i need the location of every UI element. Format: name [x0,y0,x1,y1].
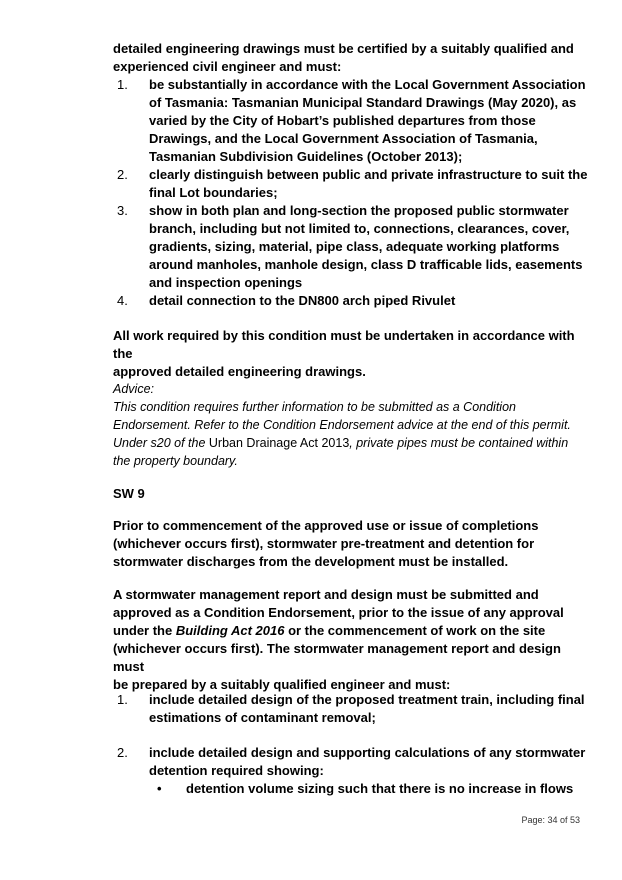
paragraph-line: Prior to commencement of the approved use or issue of completions [113,518,539,533]
paragraph-line [113,622,588,640]
list-number: 4. [117,293,128,308]
list-item-line: gradients, sizing, material, pipe class, adequate working platforms [149,239,560,254]
list-number: 2. [117,745,128,760]
paragraph-text: or the commencement of work on the site [284,623,546,638]
paragraph-line: stormwater discharges from the development must be installed. [113,554,509,569]
advice-block [113,380,588,470]
advice-text: Under s20 of the [113,436,209,450]
paragraph-line: be prepared by a suitably qualified engineer and must: [113,677,451,692]
advice-line: This condition requires further information to be submitted as a Condition [113,400,516,414]
list-item-line: detention required showing: [149,763,324,778]
act-name: Urban Drainage Act 2013 [208,436,350,450]
list-item [149,292,589,310]
act-name: Building Act 2016 [175,623,285,638]
list-item-line: varied by the City of Hobart’s published departures from those [149,113,536,128]
list-item-line: around manholes, manhole design, class D trafficable lids, easements [149,257,583,272]
list-number: 1. [117,77,128,92]
list-item-line: be substantially in accordance with the Local Government Association [149,77,586,92]
list-item-line: of Tasmania: Tasmanian Municipal Standard Drawings (May 2020), as [149,95,577,110]
advice-text: , private pipes must be contained within [349,436,569,450]
list-item-line: Tasmanian Subdivision Guidelines (October 2013); [149,149,463,164]
work-paragraph [113,327,588,381]
bullet-item: detention volume sizing such that there is no increase in flows [186,781,574,796]
work-line: All work required by this condition must be undertaken in accordance with the [113,328,575,361]
list-number: 2. [117,167,128,182]
page-number: Page: 34 of 53 [521,815,580,825]
list-item-line: detail connection to the DN800 arch piped Rivulet [149,293,456,308]
list-number: 1. [117,692,128,707]
list-item-line: and inspection openings [149,275,303,290]
list-item-line: Drawings, and the Local Government Association of Tasmania, [149,131,538,146]
paragraph-line: (whichever occurs first), stormwater pre-treatment and detention for [113,536,535,551]
list-number: 3. [117,203,128,218]
list-item-line: clearly distinguish between public and private infrastructure to suit the [149,167,588,182]
list-item [149,202,589,292]
report-paragraph [113,586,588,694]
paragraph-line: (whichever occurs first). The stormwater management report and design must [113,641,561,674]
list-item-line: include detailed design of the proposed treatment train, including final [149,692,585,707]
pretreatment-paragraph [113,517,588,571]
advice-line [113,434,588,452]
paragraph-text: under the [113,623,176,638]
paragraph-line: A stormwater management report and design must be submitted and [113,587,539,602]
intro-paragraph [113,40,588,76]
list-item [149,691,589,727]
list-item-line: estimations of contaminant removal; [149,710,376,725]
list-item-line: final Lot boundaries; [149,185,278,200]
list-item [149,76,589,166]
advice-line: Endorsement. Refer to the Condition Endorsement advice at the end of this permit. [113,418,571,432]
paragraph-line: approved as a Condition Endorsement, prior to the issue of any approval [113,605,564,620]
list-item [149,166,589,202]
section-code: SW 9 [113,486,145,501]
bullet-icon: • [157,781,162,796]
advice-line: the property boundary. [113,454,238,468]
list-item-line: include detailed design and supporting calculations of any stormwater [149,745,586,760]
list-item-line: show in both plan and long-section the proposed public stormwater [149,203,569,218]
advice-heading: Advice: [113,382,154,396]
intro-line: experienced civil engineer and must: [113,59,342,74]
list-item-line: branch, including but not limited to, connections, clearances, cover, [149,221,570,236]
work-line: approved detailed engineering drawings. [113,364,366,379]
list-item [149,744,589,780]
intro-line: detailed engineering drawings must be certified by a suitably qualified and [113,41,574,56]
